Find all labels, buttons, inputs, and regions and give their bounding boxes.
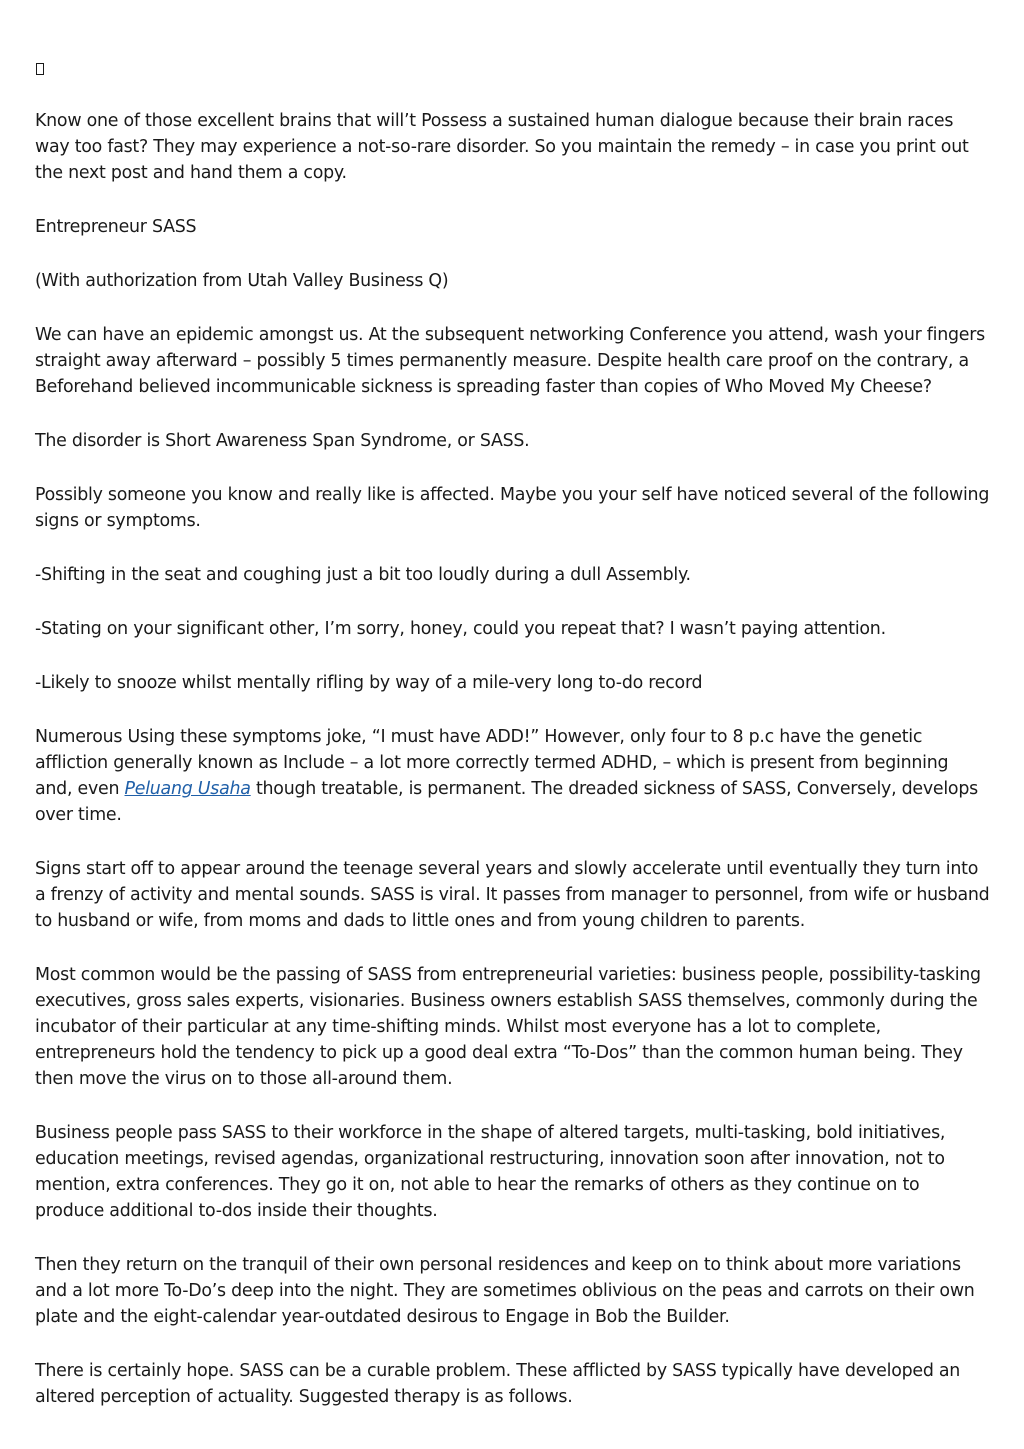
paragraph-symptoms-intro: Possibly someone you know and really like is affected. Maybe you your self have noticed several of the following signs or symptoms. xyxy=(35,485,990,531)
article-body xyxy=(35,63,990,1438)
paragraph-disorder: The disorder is Short Awareness Span Syndrome, or SASS. xyxy=(35,431,530,451)
paragraph-signs: Signs start off to appear around the teenage several years and slowly accelerate until eventually they turn into a frenzy of activity and mental sounds. SASS is viral. It passes from manager to personnel, from wife or husband to husband or wife, from moms and dads to little ones and from young children to parents. xyxy=(35,859,990,931)
missing-glyph-icon xyxy=(35,63,990,108)
paragraph-add-before: Numerous Using these symptoms joke, “I must have ADD!” However, only four to 8 p.c have the genetic affliction generally known as Include – a lot more correctly termed ADHD, – which is present from beginning and, even xyxy=(35,727,949,799)
symptom-item: -Stating on your significant other, I’m sorry, honey, could you repeat that? I wasn’t paying attention. xyxy=(35,619,886,639)
paragraph-add-after: though treatable, is permanent. The dreaded sickness of SASS, Conversely, develops over time. xyxy=(35,779,978,825)
paragraph-heading: Entrepreneur SASS xyxy=(35,217,197,237)
symptom-item: -Shifting in the seat and coughing just a bit too loudly during a dull Assembly. xyxy=(35,565,691,585)
symptom-item: -Likely to snooze whilst mentally rifling by way of a mile-very long to-do record xyxy=(35,673,703,693)
paragraph-business: Business people pass SASS to their workforce in the shape of altered targets, multi-tasking, bold initiatives, education meetings, revised agendas, organizational restructuring, innovation soon after innovation, not to mention, extra conferences. They go it on, not able to hear the remarks of others as they continue on to produce additional to-dos inside their thoughts. xyxy=(35,1123,946,1221)
paragraph-hope: There is certainly hope. SASS can be a curable problem. These afflicted by SASS typically have developed an altered perception of actuality. Suggested therapy is as follows. xyxy=(35,1361,961,1407)
paragraph-common: Most common would be the passing of SASS from entrepreneurial varieties: business people, possibility-tasking executives, gross sales experts, visionaries. Business owners establish SASS themselves, commonly during the incubator of their particular at any time-shifting minds. Whilst most everyone has a lot to complete, entrepreneurs hold the tendency to pick up a good deal extra “To-Dos” than the common human being. They then move the virus on to those all-around them. xyxy=(35,965,981,1089)
paragraph-epidemic: We can have an epidemic amongst us. At the subsequent networking Conference you attend, wash your fingers straight away afterward – possibly 5 times permanently measure. Despite health care proof on the contrary, a Beforehand believed incommunicable sickness is spreading faster than copies of Who Moved My Cheese? xyxy=(35,325,985,397)
paragraph-return: Then they return on the tranquil of their own personal residences and keep on to think about more variations and a lot more To-Do’s deep into the night. They are sometimes oblivious on the peas and carrots on their own plate and the eight-calendar year-outdated desirous to Engage in Bob the Builder. xyxy=(35,1255,975,1327)
peluang-usaha-link[interactable]: Peluang Usaha xyxy=(124,779,251,799)
paragraph-add xyxy=(35,724,990,828)
paragraph-attribution: (With authorization from Utah Valley Business Q) xyxy=(35,271,449,291)
paragraph-intro: Know one of those excellent brains that will’t Possess a sustained human dialogue because their brain races way too fast? They may experience a not-so-rare disorder. So you maintain the remedy – in case you print out the next post and hand them a copy. xyxy=(35,111,969,183)
